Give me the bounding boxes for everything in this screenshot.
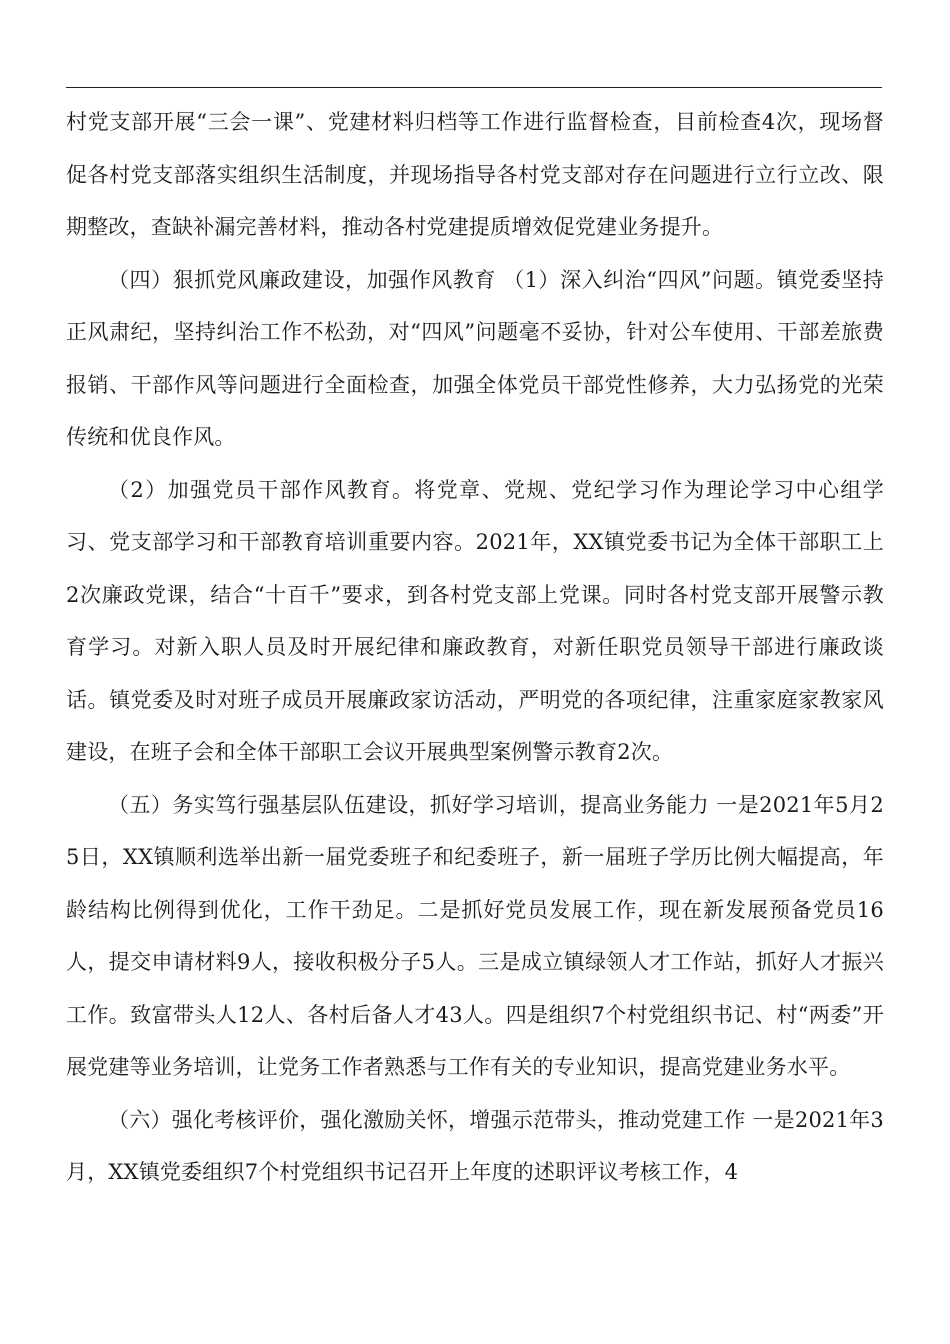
paragraph-section-6: （六）强化考核评价，强化激励关怀，增强示范带头，推动党建工作 一是2021年3月，XX镇党委组织7个村党组织书记召开上年度的述职评议考核工作，4 xyxy=(66,1107,884,1184)
header-rule xyxy=(66,87,882,88)
paragraph-continuation: 村党支部开展“三会一课”、党建材料归档等工作进行监督检查，目前检查4次，现场督促各村党支部落实组织生活制度，并现场指导各村党支部对存在问题进行立行立改、限期整改，查缺补漏完善材料，推动各村党建提质增效促党建业务提升。 xyxy=(66,110,884,239)
paragraph-section-4: （四）狠抓党风廉政建设，加强作风教育 （1）深入纠治“四风”问题。镇党委坚持正风肃纪，坚持纠治工作不松劲，对“四风”问题毫不妥协，针对公车使用、干部差旅费报销、干部作风等问题进行全面检查，加强全体党员干部党性修养，大力弘扬党的光荣传统和优良作风。 xyxy=(66,267,884,449)
paragraph-section-4-2: （2）加强党员干部作风教育。将党章、党规、党纪学习作为理论学习中心组学习、党支部学习和干部教育培训重要内容。2021年，XX镇党委书记为全体干部职工上2次廉政党课，结合“十百千”要求，到各村党支部上党课。同时各村党支部开展警示教育学习。对新入职人员及时开展纪律和廉政教育，对新任职党员领导干部进行廉政谈话。镇党委及时对班子成员开展廉政家访活动，严明党的各项纪律，注重家庭家教家风建设，在班子会和全体干部职工会议开展典型案例警示教育2次。 xyxy=(66,477,884,764)
paragraph-section-5: （五）务实笃行强基层队伍建设，抓好学习培训，提高业务能力 一是2021年5月25日，XX镇顺利选举出新一届党委班子和纪委班子，新一届班子学历比例大幅提高，年龄结构比例得到优化，工作干劲足。二是抓好党员发展工作，现在新发展预备党员16人，提交申请材料9人，接收积极分子5人。三是成立镇绿领人才工作站，抓好人才振兴工作。致富带头人12人、各村后备人才43人。四是组织7个村党组织书记、村“两委”开展党建等业务培训，让党务工作者熟悉与工作有关的专业知识，提高党建业务水平。 xyxy=(66,792,884,1079)
document-body xyxy=(66,96,884,1199)
